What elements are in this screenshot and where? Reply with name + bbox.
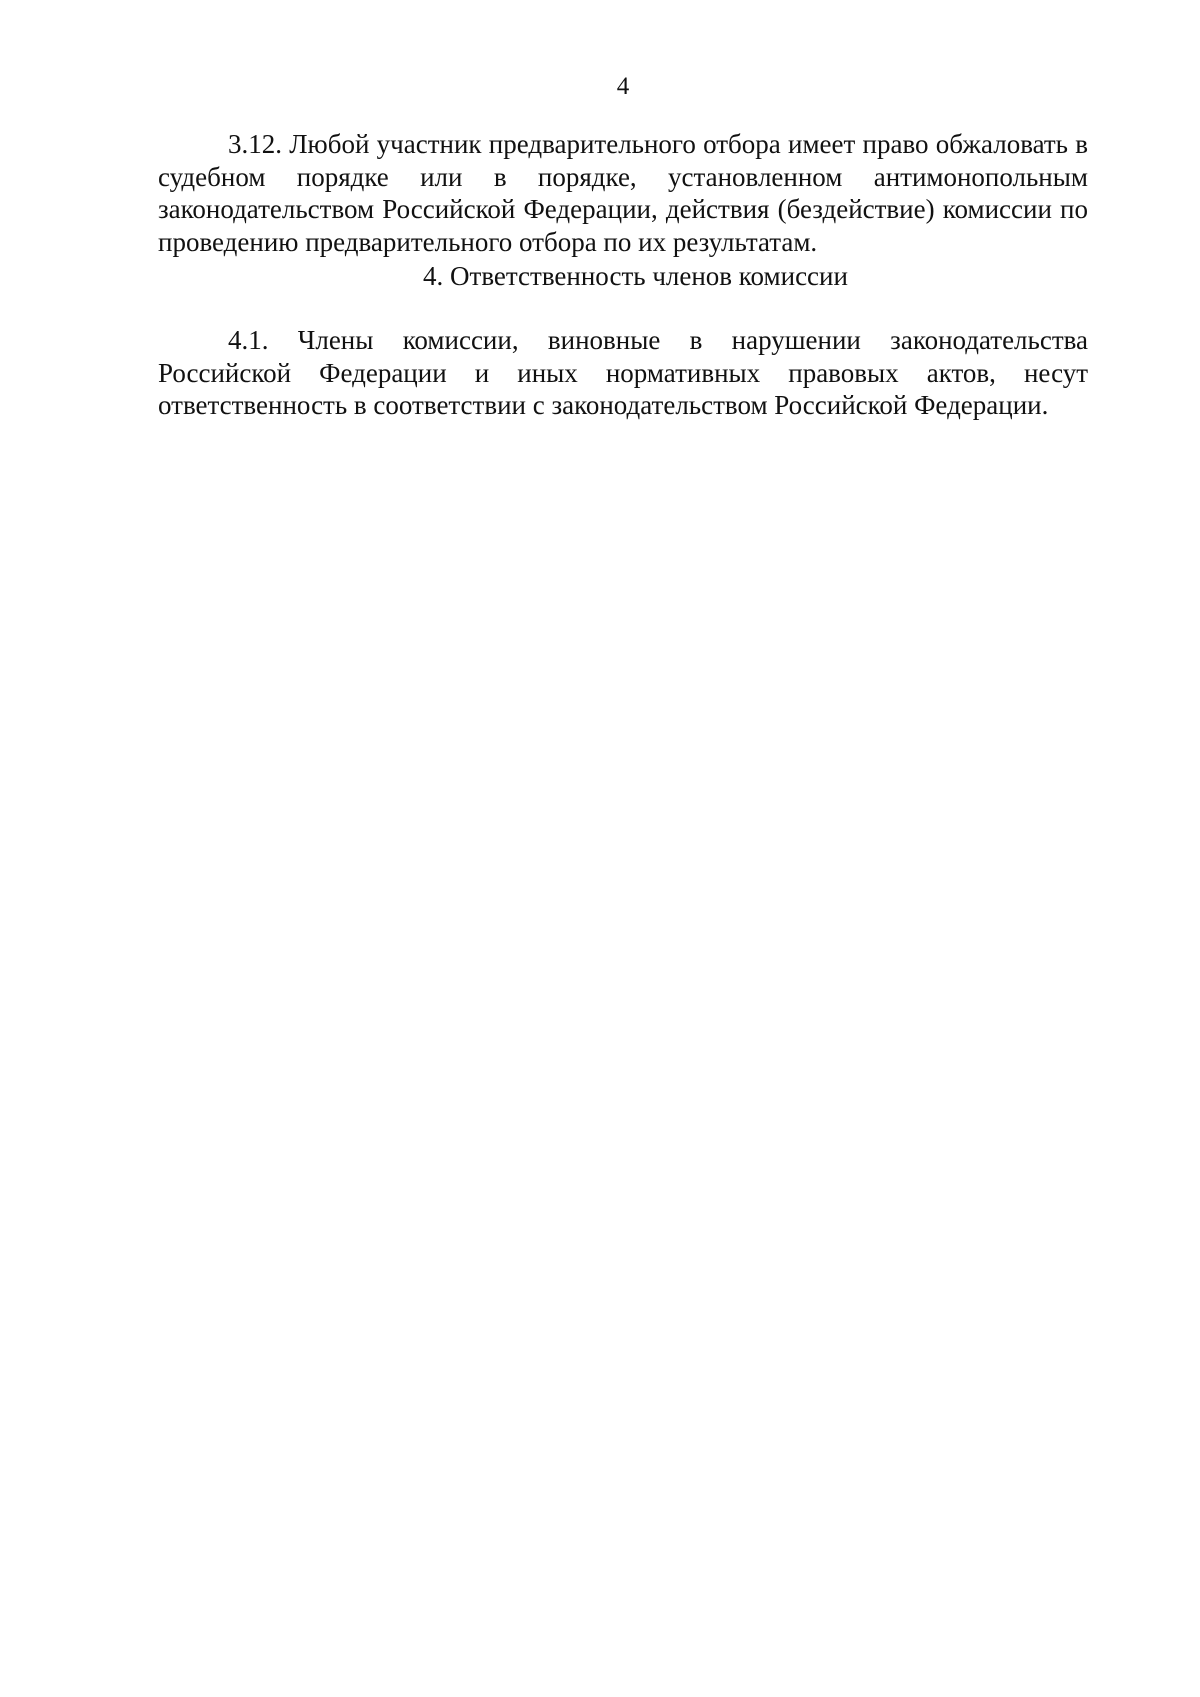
paragraph-3-12: 3.12. Любой участник предварительного отбора имеет право обжаловать в судебном порядке или в порядке, установленном антимонопольным законодательством Российской Федерации, действия (бездействие) комиссии по проведению предварительного отбора по их результатам.	[158, 129, 1088, 257]
page-number: 4	[616, 73, 630, 100]
document-body	[158, 128, 1088, 422]
section-4-heading: 4. Ответственность членов комиссии	[423, 261, 848, 291]
paragraph-4-1: 4.1. Члены комиссии, виновные в нарушении законодательства Российской Федерации и иных нормативных правовых актов, несут ответственность в соответствии с законодательством Российской Федерации.	[158, 325, 1088, 420]
spacer	[158, 294, 1088, 324]
